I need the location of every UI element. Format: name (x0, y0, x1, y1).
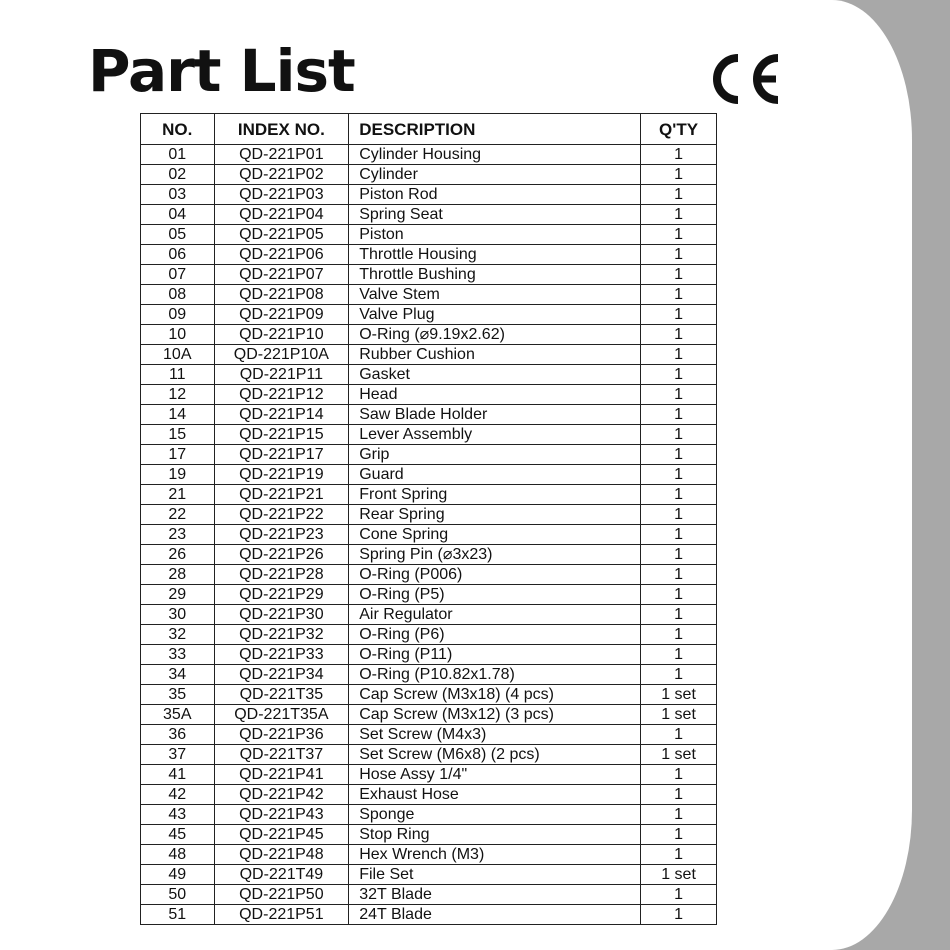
cell-description: O-Ring (P006) (349, 565, 641, 585)
table-row (141, 705, 717, 725)
col-header-index-no: INDEX NO. (214, 114, 349, 145)
cell-no: 35 (141, 685, 215, 705)
cell-description: File Set (349, 865, 641, 885)
table-row (141, 205, 717, 225)
cell-no: 12 (141, 385, 215, 405)
cell-no: 33 (141, 645, 215, 665)
col-header-qty: Q'TY (641, 114, 717, 145)
cell-index-no: QD-221P17 (214, 445, 349, 465)
cell-description: O-Ring (P5) (349, 585, 641, 605)
cell-index-no: QD-221P43 (214, 805, 349, 825)
table-row (141, 765, 717, 785)
table-row (141, 325, 717, 345)
cell-no: 17 (141, 445, 215, 465)
cell-no: 11 (141, 365, 215, 385)
cell-qty: 1 (641, 245, 717, 265)
cell-description: Valve Plug (349, 305, 641, 325)
cell-no: 29 (141, 585, 215, 605)
cell-qty: 1 (641, 405, 717, 425)
cell-description: Front Spring (349, 485, 641, 505)
table-header-row (141, 114, 717, 145)
cell-no: 22 (141, 505, 215, 525)
cell-index-no: QD-221P50 (214, 885, 349, 905)
table-row (141, 305, 717, 325)
cell-no: 48 (141, 845, 215, 865)
cell-index-no: QD-221P33 (214, 645, 349, 665)
cell-description: Lever Assembly (349, 425, 641, 445)
cell-qty: 1 (641, 725, 717, 745)
cell-description: O-Ring (P6) (349, 625, 641, 645)
table-row (141, 245, 717, 265)
cell-qty: 1 (641, 425, 717, 445)
table-row (141, 585, 717, 605)
table-row (141, 865, 717, 885)
parts-table-body (141, 145, 717, 925)
table-row (141, 845, 717, 865)
cell-description: Cylinder Housing (349, 145, 641, 165)
cell-qty: 1 (641, 325, 717, 345)
cell-no: 01 (141, 145, 215, 165)
cell-qty: 1 (641, 225, 717, 245)
cell-qty: 1 (641, 485, 717, 505)
table-row (141, 465, 717, 485)
cell-qty: 1 (641, 665, 717, 685)
cell-no: 03 (141, 185, 215, 205)
table-row (141, 885, 717, 905)
cell-index-no: QD-221P26 (214, 545, 349, 565)
cell-qty: 1 set (641, 745, 717, 765)
cell-description: Cap Screw (M3x12) (3 pcs) (349, 705, 641, 725)
cell-no: 02 (141, 165, 215, 185)
cell-qty: 1 (641, 145, 717, 165)
cell-description: Saw Blade Holder (349, 405, 641, 425)
cell-qty: 1 (641, 285, 717, 305)
cell-index-no: QD-221P04 (214, 205, 349, 225)
cell-no: 10A (141, 345, 215, 365)
cell-no: 42 (141, 785, 215, 805)
cell-index-no: QD-221P14 (214, 405, 349, 425)
cell-index-no: QD-221P15 (214, 425, 349, 445)
cell-description: Grip (349, 445, 641, 465)
cell-index-no: QD-221P30 (214, 605, 349, 625)
cell-qty: 1 (641, 825, 717, 845)
cell-no: 21 (141, 485, 215, 505)
cell-no: 45 (141, 825, 215, 845)
cell-qty: 1 (641, 465, 717, 485)
cell-no: 10 (141, 325, 215, 345)
cell-qty: 1 (641, 905, 717, 925)
table-row (141, 285, 717, 305)
cell-index-no: QD-221T37 (214, 745, 349, 765)
cell-qty: 1 (641, 345, 717, 365)
cell-description: Hose Assy 1/4" (349, 765, 641, 785)
cell-no: 50 (141, 885, 215, 905)
cell-description: Valve Stem (349, 285, 641, 305)
table-row (141, 345, 717, 365)
cell-description: 32T Blade (349, 885, 641, 905)
cell-description: Spring Seat (349, 205, 641, 225)
cell-index-no: QD-221T35 (214, 685, 349, 705)
table-row (141, 805, 717, 825)
cell-index-no: QD-221P09 (214, 305, 349, 325)
cell-description: O-Ring (P10.82x1.78) (349, 665, 641, 685)
table-row (141, 905, 717, 925)
cell-no: 37 (141, 745, 215, 765)
cell-description: Guard (349, 465, 641, 485)
cell-description: Throttle Bushing (349, 265, 641, 285)
cell-index-no: QD-221P36 (214, 725, 349, 745)
table-row (141, 785, 717, 805)
cell-index-no: QD-221P05 (214, 225, 349, 245)
cell-qty: 1 (641, 805, 717, 825)
cell-no: 43 (141, 805, 215, 825)
table-row (141, 685, 717, 705)
cell-description: Sponge (349, 805, 641, 825)
cell-description: Rubber Cushion (349, 345, 641, 365)
cell-qty: 1 (641, 785, 717, 805)
cell-qty: 1 (641, 885, 717, 905)
cell-qty: 1 (641, 365, 717, 385)
cell-qty: 1 set (641, 705, 717, 725)
cell-index-no: QD-221P08 (214, 285, 349, 305)
cell-no: 06 (141, 245, 215, 265)
cell-index-no: QD-221P10A (214, 345, 349, 365)
table-row (141, 165, 717, 185)
cell-qty: 1 (641, 265, 717, 285)
cell-no: 09 (141, 305, 215, 325)
cell-index-no: QD-221P06 (214, 245, 349, 265)
cell-index-no: QD-221P19 (214, 465, 349, 485)
cell-no: 51 (141, 905, 215, 925)
table-row (141, 505, 717, 525)
cell-index-no: QD-221P11 (214, 365, 349, 385)
table-row (141, 725, 717, 745)
table-row (141, 665, 717, 685)
cell-no: 32 (141, 625, 215, 645)
cell-qty: 1 (641, 765, 717, 785)
cell-no: 49 (141, 865, 215, 885)
cell-index-no: QD-221P45 (214, 825, 349, 845)
table-row (141, 605, 717, 625)
cell-index-no: QD-221P29 (214, 585, 349, 605)
table-row (141, 625, 717, 645)
cell-description: Throttle Housing (349, 245, 641, 265)
cell-description: Spring Pin (⌀3x23) (349, 545, 641, 565)
cell-qty: 1 (641, 845, 717, 865)
cell-index-no: QD-221T49 (214, 865, 349, 885)
cell-no: 19 (141, 465, 215, 485)
table-row (141, 385, 717, 405)
cell-description: 24T Blade (349, 905, 641, 925)
cell-no: 07 (141, 265, 215, 285)
cell-no: 04 (141, 205, 215, 225)
table-row (141, 565, 717, 585)
cell-description: O-Ring (P11) (349, 645, 641, 665)
cell-index-no: QD-221P01 (214, 145, 349, 165)
cell-qty: 1 (641, 605, 717, 625)
cell-qty: 1 (641, 445, 717, 465)
ce-mark-icon (708, 50, 782, 108)
cell-no: 34 (141, 665, 215, 685)
cell-index-no: QD-221T35A (214, 705, 349, 725)
cell-qty: 1 (641, 565, 717, 585)
table-row (141, 405, 717, 425)
table-row (141, 265, 717, 285)
cell-index-no: QD-221P34 (214, 665, 349, 685)
cell-qty: 1 (641, 385, 717, 405)
table-row (141, 185, 717, 205)
cell-qty: 1 (641, 165, 717, 185)
cell-index-no: QD-221P32 (214, 625, 349, 645)
cell-index-no: QD-221P10 (214, 325, 349, 345)
table-row (141, 225, 717, 245)
col-header-no: NO. (141, 114, 215, 145)
cell-qty: 1 (641, 585, 717, 605)
cell-index-no: QD-221P12 (214, 385, 349, 405)
cell-no: 35A (141, 705, 215, 725)
cell-no: 30 (141, 605, 215, 625)
table-row (141, 645, 717, 665)
cell-qty: 1 (641, 645, 717, 665)
cell-index-no: QD-221P42 (214, 785, 349, 805)
cell-index-no: QD-221P41 (214, 765, 349, 785)
table-row (141, 825, 717, 845)
cell-index-no: QD-221P23 (214, 525, 349, 545)
cell-no: 41 (141, 765, 215, 785)
cell-description: Rear Spring (349, 505, 641, 525)
cell-qty: 1 (641, 525, 717, 545)
cell-qty: 1 (641, 205, 717, 225)
cell-description: Hex Wrench (M3) (349, 845, 641, 865)
cell-description: Gasket (349, 365, 641, 385)
cell-description: Set Screw (M6x8) (2 pcs) (349, 745, 641, 765)
cell-index-no: QD-221P51 (214, 905, 349, 925)
page-title: Part List (88, 37, 355, 105)
cell-qty: 1 (641, 305, 717, 325)
cell-description: O-Ring (⌀9.19x2.62) (349, 325, 641, 345)
table-row (141, 145, 717, 165)
table-row (141, 545, 717, 565)
parts-table (140, 113, 717, 925)
cell-qty: 1 (641, 185, 717, 205)
cell-index-no: QD-221P03 (214, 185, 349, 205)
table-row (141, 745, 717, 765)
cell-qty: 1 (641, 625, 717, 645)
cell-no: 26 (141, 545, 215, 565)
cell-no: 36 (141, 725, 215, 745)
table-row (141, 485, 717, 505)
cell-index-no: QD-221P28 (214, 565, 349, 585)
cell-no: 14 (141, 405, 215, 425)
cell-description: Air Regulator (349, 605, 641, 625)
cell-qty: 1 set (641, 865, 717, 885)
cell-description: Exhaust Hose (349, 785, 641, 805)
cell-description: Cap Screw (M3x18) (4 pcs) (349, 685, 641, 705)
cell-description: Head (349, 385, 641, 405)
cell-qty: 1 (641, 505, 717, 525)
cell-index-no: QD-221P48 (214, 845, 349, 865)
table-row (141, 365, 717, 385)
cell-no: 08 (141, 285, 215, 305)
cell-no: 05 (141, 225, 215, 245)
table-row (141, 525, 717, 545)
cell-index-no: QD-221P02 (214, 165, 349, 185)
cell-description: Stop Ring (349, 825, 641, 845)
cell-no: 28 (141, 565, 215, 585)
cell-index-no: QD-221P07 (214, 265, 349, 285)
cell-index-no: QD-221P21 (214, 485, 349, 505)
cell-description: Piston (349, 225, 641, 245)
cell-qty: 1 (641, 545, 717, 565)
cell-description: Cone Spring (349, 525, 641, 545)
table-row (141, 445, 717, 465)
cell-description: Piston Rod (349, 185, 641, 205)
cell-qty: 1 set (641, 685, 717, 705)
cell-description: Cylinder (349, 165, 641, 185)
cell-index-no: QD-221P22 (214, 505, 349, 525)
col-header-description: DESCRIPTION (349, 114, 641, 145)
cell-no: 15 (141, 425, 215, 445)
table-row (141, 425, 717, 445)
cell-no: 23 (141, 525, 215, 545)
cell-description: Set Screw (M4x3) (349, 725, 641, 745)
